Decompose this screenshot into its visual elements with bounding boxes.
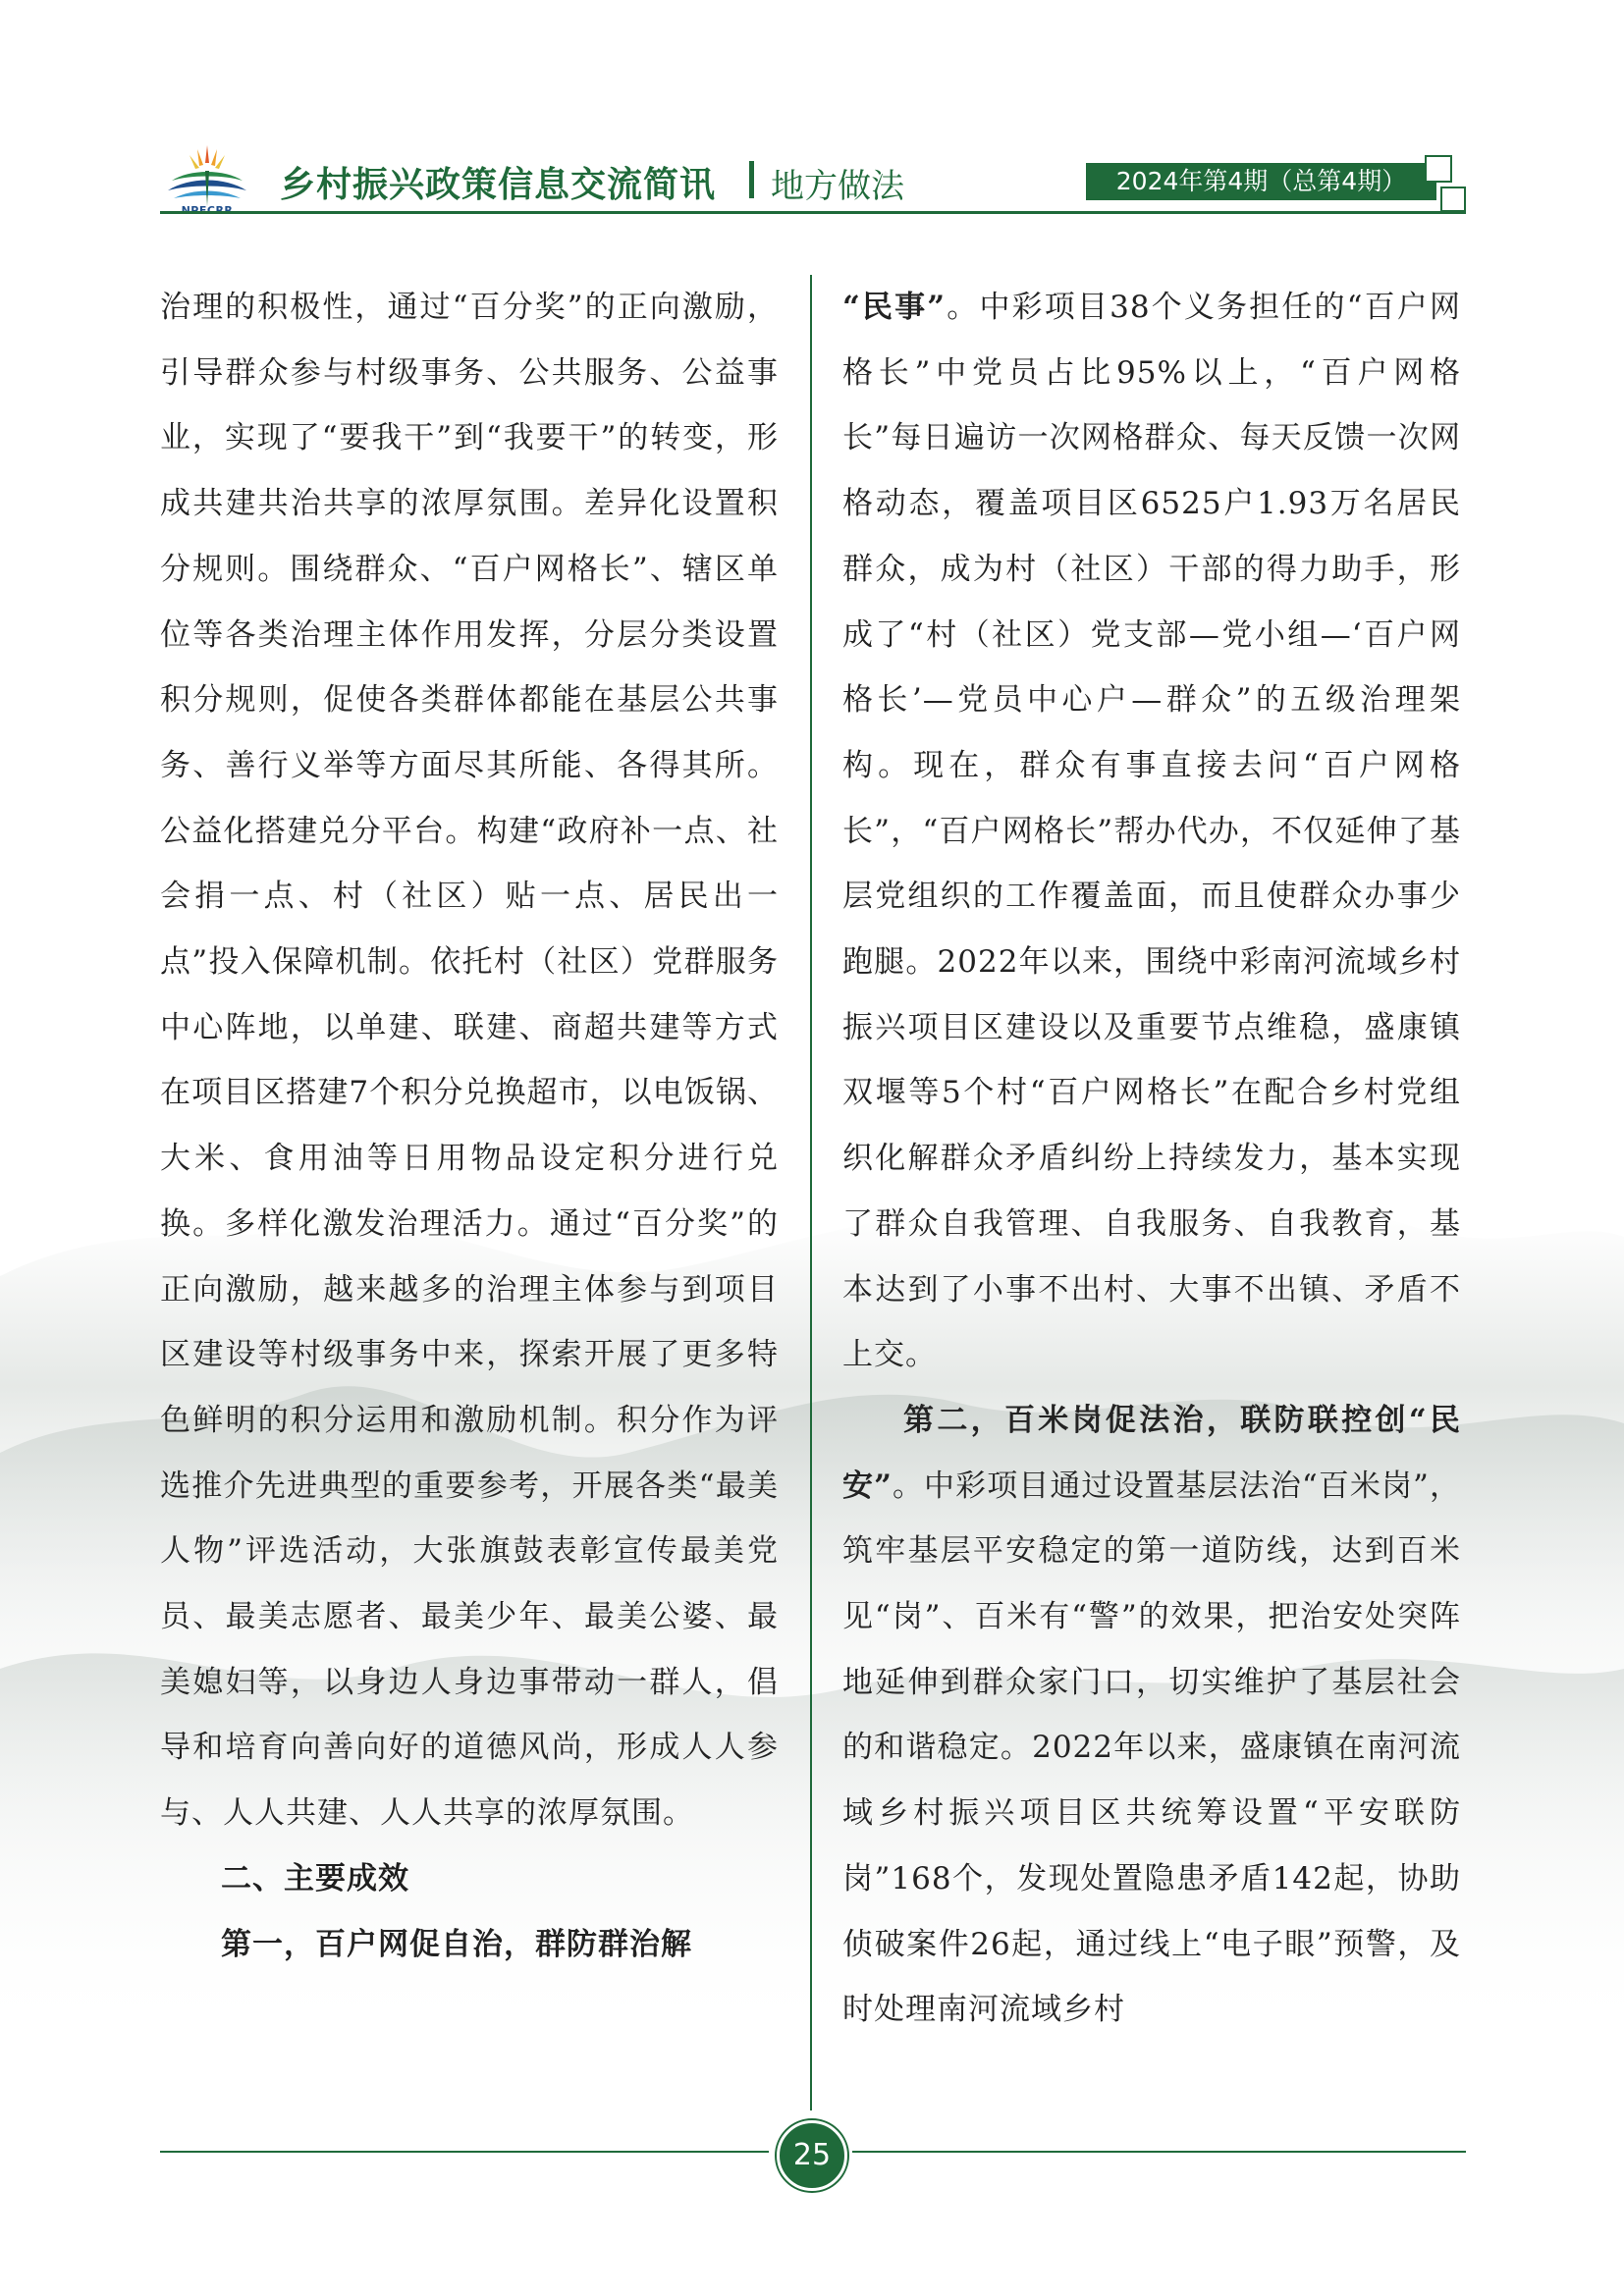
page-number: 25 [777, 2120, 847, 2191]
footer-rule-right [852, 2151, 1466, 2153]
section-heading: 二、主要成效 [221, 1860, 409, 1896]
paragraph [842, 275, 1461, 1388]
paragraph-text: 。中彩项目38个义务担任的“百户网格长”中党员占比95%以上，“百户网格长”每日遍访一次网格群众、每天反馈一次网格动态，覆盖项目区6525户1.93万名居民群众，成为村（社区）干部的得力助手，形成了“村（社区）党支部—党小组—‘百户网格长’—党员中心户—群众”的五级治理架构。现在，群众有事直接去问“百户网格长”，“百户网格长”帮办代办，不仅延伸了基层党组织的工作覆盖面，而且使群众办事少跑腿。2022年以来，围绕中彩南河流域乡村振兴项目区建设以及重要节点维稳，盛康镇双堰等5个村“百户网格长”在配合乡村党组织化解群众矛盾纠纷上持续发力，基本实现了群众自我管理、自我服务、自我教育，基本达到了小事不出村、大事不出镇、矛盾不上交。 [842, 290, 1461, 1373]
paragraph [842, 1388, 1461, 2043]
section-label: 地方做法 [771, 167, 904, 206]
left-column [160, 275, 779, 1977]
decorative-square [1425, 155, 1452, 183]
paragraph: 治理的积极性，通过“百分奖”的正向激励，引导群众参与村级事务、公共服务、公益事业，实现了“要我干”到“我要干”的转变，形成共建共治共享的浓厚氛围。差异化设置积分规则。围绕群众、“百户网格长”、辖区单位等各类治理主体作用发挥，分层分类设置积分规则，促使各类群体都能在基层公共事务、善行义举等方面尽其所能、各得其所。公益化搭建兑分平台。构建“政府补一点、社会捐一点、村（社区）贴一点、居民出一点”投入保障机制。依托村（社区）党群服务中心阵地，以单建、联建、商超共建等方式在项目区搭建7个积分兑换超市，以电饭锅、大米、食用油等日用物品设定积分进行兑换。多样化激发治理活力。通过“百分奖”的正向激励，越来越多的治理主体参与到项目区建设等村级事务中来，探索开展了更多特色鲜明的积分运用和激励机制。积分作为评选推介先进典型的重要参考，开展各类“最美人物”评选活动，大张旗鼓表彰宣传最美党员、最美志愿者、最美少年、最美公婆、最美媳妇等，以身边人身边事带动一群人，倡导和培育向善向好的道德风尚，形成人人参与、人人共建、人人共享的浓厚氛围。 [160, 290, 779, 1832]
subsection-heading: 第一，百户网促自治，群防群治解 [221, 1926, 692, 1962]
column-divider [810, 275, 812, 2110]
publication-title: 乡村振兴政策信息交流简讯 [280, 165, 717, 205]
decorative-square [1440, 187, 1466, 212]
header-rule [160, 211, 1466, 214]
subsection-heading: 第二，百米岗促法治，联防联控创“民安” [842, 1402, 1461, 1504]
issue-badge: 2024年第4期（总第4期） [1086, 163, 1436, 200]
paragraph-text: 。中彩项目通过设置基层法治“百米岗”，筑牢基层平安稳定的第一道防线，达到百米见“岗”、百米有“警”的效果，把治安处突阵地延伸到群众家门口，切实维护了基层社会的和谐稳定。2022年以来，盛康镇在南河流域乡村振兴项目区共统筹设置“平安联防岗”168个，发现处置隐患矛盾142起，协助侦破案件26起，通过线上“电子眼”预警，及时处理南河流域乡村 [842, 1468, 1461, 2028]
bold-lead: “民事” [842, 290, 947, 325]
footer-rule-left [160, 2151, 769, 2153]
header-divider [749, 161, 754, 198]
right-column [842, 275, 1461, 2043]
